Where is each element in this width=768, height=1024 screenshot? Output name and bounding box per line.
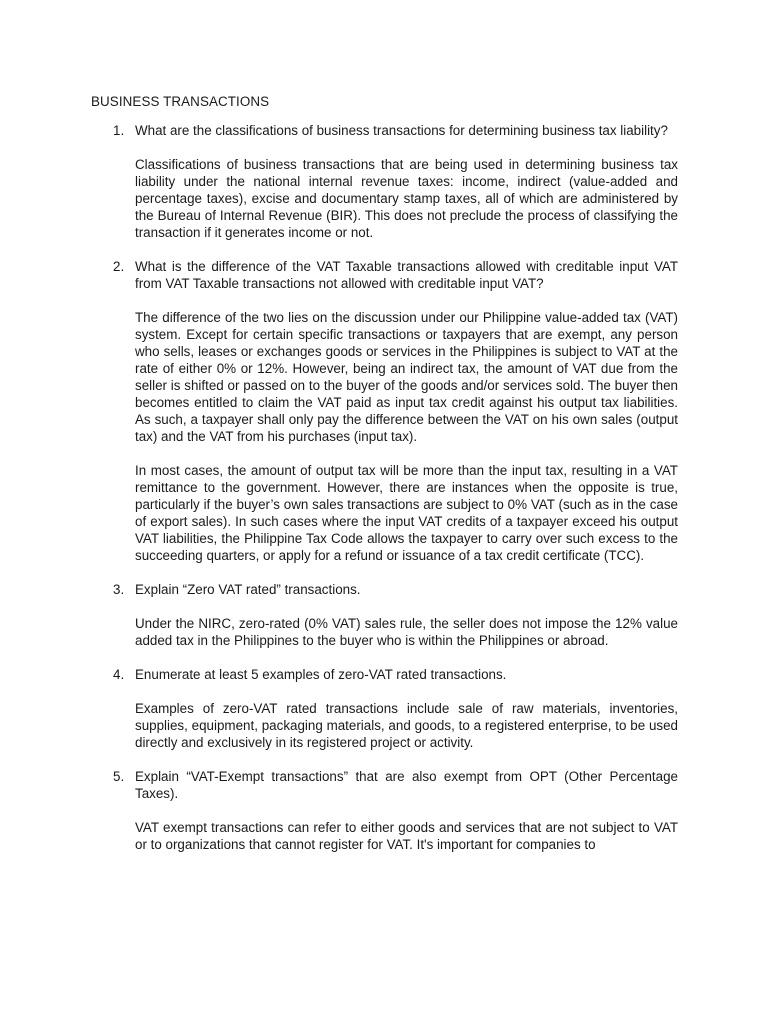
item-number: 5.	[113, 769, 125, 784]
question-text: Explain “VAT-Exempt transactions” that are also exempt from OPT (Other Percentage Taxes).	[135, 769, 678, 801]
document-title: BUSINESS TRANSACTIONS	[91, 94, 270, 109]
list-item	[91, 581, 678, 649]
list-item	[91, 258, 678, 564]
answer-paragraph: The difference of the two lies on the discussion under our Philippine value-added tax (VAT) system. Except for certain specific transactions or taxpayers that are exempt, any person who sells, leases or exchanges goods or services in the Philippines is subject to VAT at the rate of either 0% or 12%. However, being an indirect tax, the amount of VAT due from the seller is shifted or passed on to the buyer of the goods and/or services sold. The buyer then becomes entitled to claim the VAT paid as input tax credit against his output tax liabilities. As such, a taxpayer shall only pay the difference between the VAT on his own sales (output tax) and the VAT from his purchases (input tax).	[135, 310, 678, 444]
list-item	[91, 666, 678, 751]
question-text: What is the difference of the VAT Taxable transactions allowed with creditable input VAT from VAT Taxable transactions not allowed with creditable input VAT?	[135, 259, 678, 291]
question-text: Explain “Zero VAT rated” transactions.	[135, 582, 361, 597]
answer-paragraph: In most cases, the amount of output tax will be more than the input tax, resulting in a VAT remittance to the government. However, there are instances when the opposite is true, particularly if the buyer’s own sales transactions are subject to 0% VAT (such as in the case of export sales). In such cases where the input VAT credits of a taxpayer exceed his output VAT liabilities, the Philippine Tax Code allows the taxpayer to carry over such excess to the succeeding quarters, or apply for a refund or issuance of a tax credit certificate (TCC).	[135, 463, 678, 563]
item-number: 2.	[113, 259, 125, 274]
list-item	[91, 122, 678, 241]
item-number: 1.	[113, 123, 125, 138]
item-number: 3.	[113, 582, 125, 597]
answer-paragraph: VAT exempt transactions can refer to either goods and services that are not subject to VAT or to organizations that cannot register for VAT. It's important for companies to	[135, 820, 678, 852]
question-text: What are the classifications of business transactions for determining business tax liability?	[135, 123, 668, 138]
answer-paragraph: Classifications of business transactions that are being used in determining business tax liability under the national internal revenue taxes: income, indirect (value-added and percentage taxes), excise and documentary stamp taxes, all of which are administered by the Bureau of Internal Revenue (BIR). This does not preclude the process of classifying the transaction if it generates income or not.	[135, 157, 678, 240]
answer-paragraph: Examples of zero-VAT rated transactions include sale of raw materials, inventories, supplies, equipment, packaging materials, and goods, to a registered enterprise, to be used directly and exclusively in its registered project or activity.	[135, 701, 678, 750]
question-list	[91, 122, 678, 870]
answer-paragraph: Under the NIRC, zero-rated (0% VAT) sales rule, the seller does not impose the 12% value added tax in the Philippines to the buyer who is within the Philippines or abroad.	[135, 616, 678, 648]
question-text: Enumerate at least 5 examples of zero-VAT rated transactions.	[135, 667, 507, 682]
item-number: 4.	[113, 667, 125, 682]
list-item	[91, 768, 678, 853]
